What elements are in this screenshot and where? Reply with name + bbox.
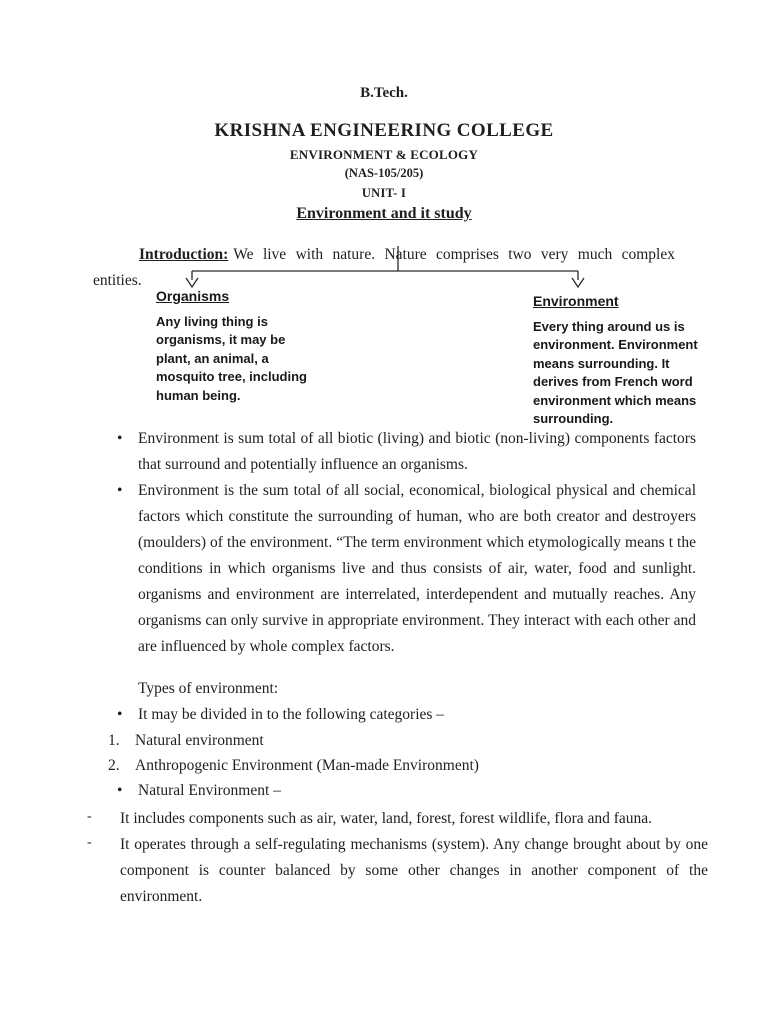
list-item-text: It operates through a self-regulating mechanisms (system). Any change brought about by one component is counter balanced by some other changes in another component of the environment. xyxy=(120,836,708,905)
list-item-text: Anthropogenic Environment (Man-made Environment) xyxy=(135,757,479,774)
bullet-marker: • xyxy=(117,782,123,799)
doc-course-code: (NAS-105/205) xyxy=(344,166,424,180)
dash-marker: - xyxy=(87,835,92,850)
list-item-text: Environment is sum total of all biotic (living) and biotic (non-living) components factors that surround and potentially influence an organisms. xyxy=(138,430,696,473)
list-item-text: It may be divided in to the following categories – xyxy=(138,706,445,723)
list-item xyxy=(117,478,696,660)
environment-heading: Environment xyxy=(533,293,619,309)
list-item xyxy=(87,806,708,832)
list-item xyxy=(108,753,702,779)
dash-marker: - xyxy=(87,809,92,824)
bullet-marker: • xyxy=(117,430,123,447)
doc-degree: B.Tech. xyxy=(360,85,408,101)
list-item xyxy=(117,426,696,478)
environment-branch xyxy=(533,292,699,429)
list-item xyxy=(138,676,675,702)
bullet-marker: • xyxy=(117,706,123,723)
organisms-heading: Organisms xyxy=(156,288,230,304)
environment-text: Every thing around us is environment. Environment means surrounding. It derives from French word environment which means surrounding. xyxy=(533,318,698,426)
organisms-branch xyxy=(156,287,316,405)
nature-branch-diagram xyxy=(0,240,768,295)
branch-connector-lines xyxy=(186,246,584,287)
list-item xyxy=(87,832,708,910)
number-marker: 2. xyxy=(108,757,120,774)
organisms-text: Any living thing is organisms, it may be plant, an animal, a mosquito tree, including human being. xyxy=(156,313,307,403)
list-item-text: It includes components such as air, water, land, forest, forest wildlife, flora and fauna. xyxy=(120,810,653,827)
list-item-text: Environment is the sum total of all social, economical, biological physical and chemical factors which constitute the surrounding of human, who are both creator and destroyers (moulders) of the environment. “The term environment which etymologically means t the conditions in which organisms live and thus consists of air, water, food and sunlight. organisms and environment are interrelated, interdependent and mutually reaches. Any organisms can only survive in appropriate environment. They interact with each other and are influenced by whole complex factors. xyxy=(138,482,696,655)
doc-title: Environment and it study xyxy=(296,205,472,222)
list-item-text: Natural Environment – xyxy=(138,782,281,799)
number-marker: 1. xyxy=(108,732,120,749)
list-item-text: Natural environment xyxy=(135,732,264,749)
list-item xyxy=(117,702,696,728)
bullet-marker: • xyxy=(117,482,123,499)
list-item xyxy=(108,728,702,754)
list-item-text: Types of environment: xyxy=(138,680,279,697)
doc-college: KRISHNA ENGINEERING COLLEGE xyxy=(214,120,554,141)
intro-text: We live with nature. Nature comprises two very much complex entities. xyxy=(93,245,675,289)
doc-unit: UNIT- I xyxy=(361,186,407,200)
list-item xyxy=(117,778,696,804)
doc-course: ENVIRONMENT & ECOLOGY xyxy=(289,147,479,162)
intro-label: Introduction: xyxy=(139,245,229,263)
